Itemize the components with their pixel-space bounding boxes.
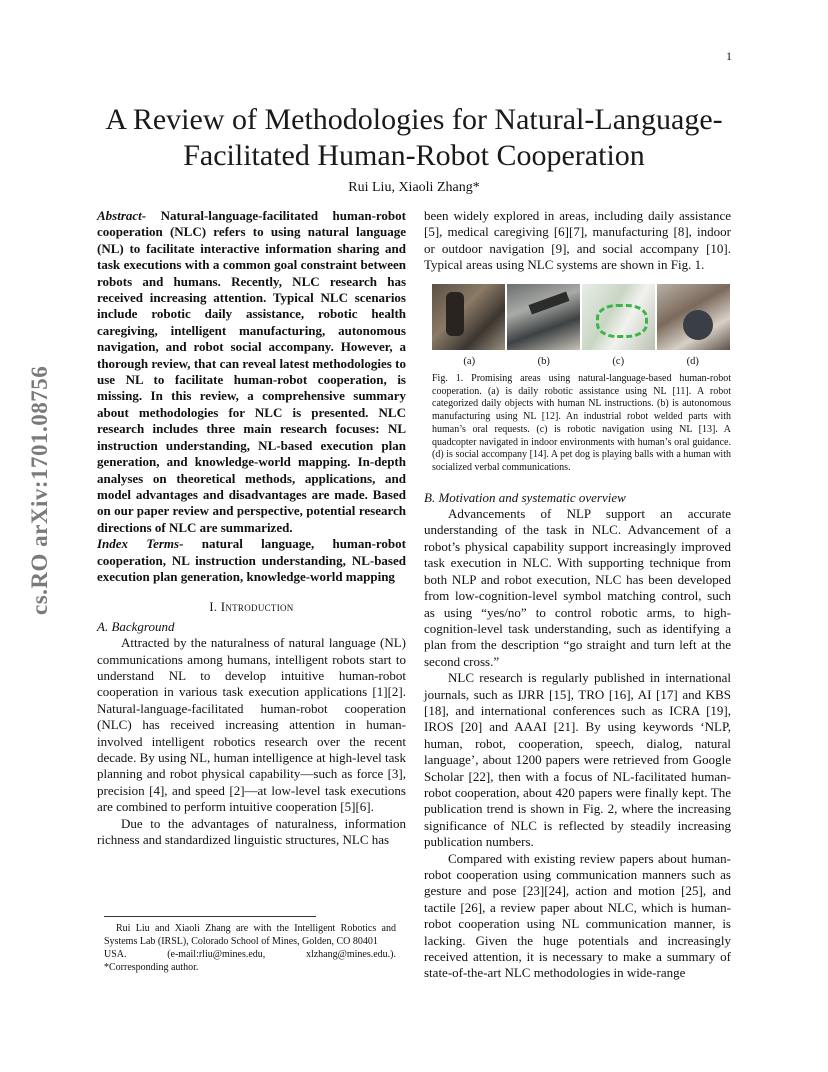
figure-label-b: (b) xyxy=(537,355,550,367)
footnote-email-2[interactable]: xlzhang@mines.edu.). xyxy=(305,949,396,960)
section-numeral: I. xyxy=(209,600,218,615)
figure-1-caption: Fig. 1. Promising areas using natural-language-based human-robot cooperation. (a) is daily robotic assistance using NL [11]. A robot categorized daily objects with human NL instructions. (b) is autonomous manufacturing using NL [12]. An industrial robot welded parts with human’s oral requests. (c) is robotic navigation using NL [13]. A quadcopter navigated in indoor environments with human’s oral guidance. (d) is social accompany [14]. A pet dog is playing balls with a human with socialized verbal communications. xyxy=(432,373,731,473)
section-heading-introduction xyxy=(97,599,406,615)
footnote-emails xyxy=(104,948,396,961)
footnote-country: USA. xyxy=(104,949,127,960)
index-terms-paragraph xyxy=(97,536,406,585)
figure-1-panel-labels xyxy=(432,354,730,370)
figure-label-a: (a) xyxy=(463,355,476,367)
author-footnote xyxy=(104,922,396,974)
intro-continuation-paragraph: been widely explored in areas, including daily assistance [5], medical caregiving [6][7], manufacturing [8], indoor or outdoor navigation [9], and social accompany [10]. Typical areas using NLC systems are shown in Fig. 1. xyxy=(424,208,731,273)
figure-1b-image xyxy=(507,284,580,350)
motivation-paragraph-2: NLC research is regularly published in international journals, such as IJRR [15], TRO [16], AI [17] and KBS [18], and international conferences such as ICRA [19], IROS [20] and AAAI [21]. By using keywords ‘NLP, human, robot, cooperation, speech, dialog, natural language’, about 1200 papers were retrieved from Google Scholar [22], then with a focus of NL-facilitated human-robot cooperation, about 420 papers were finally kept. The publication trend is shown in Fig. 2, where the increasing significance of NLC is reflected by steadily increasing publication numbers. xyxy=(424,670,731,850)
paper-authors: Rui Liu, Xiaoli Zhang* xyxy=(348,180,480,195)
page-number: 1 xyxy=(726,49,732,63)
footnote-divider xyxy=(104,916,316,917)
index-terms-text: natural language, human-robot cooperation, NL instruction understanding, NL-based execution plan generation, knowledge-world mapping xyxy=(97,536,406,584)
arxiv-identifier-stamp[interactable]: cs.RO arXiv:1701.08756 xyxy=(27,365,52,615)
footnote-email-1[interactable]: (e-mail:rliu@mines.edu, xyxy=(167,949,266,960)
background-paragraph-1: Attracted by the naturalness of natural language (NL) communications among humans, intelligent robots start to understand NL to develop intuitive human-robot cooperation in various task execution applications [1][2]. Natural-language-facilitated human-robot cooperation (NLC) has received increasing attention in human-involved intelligent robotics research over the recent decade. By using NL, human intelligence at high-level task planning and robot physical capability—such as force [3], precision [4], and speed [2]—at low-level task executions are combined to perform intuitive cooperation [5][6]. xyxy=(97,635,406,815)
left-column xyxy=(97,208,406,848)
subsection-heading-motivation: B. Motivation and systematic overview xyxy=(424,489,626,505)
footnote-corresponding: *Corresponding author. xyxy=(104,962,199,973)
abstract-paragraph xyxy=(97,208,406,536)
motivation-paragraph-3: Compared with existing review papers about human-robot cooperation using communication manners such as gesture and pose [23][24], action and motion [25], and tactile [26], a review paper about NLC, which is human-robot cooperation using NL communication manner, is lacking. Given the huge potentials and increasingly received attention, it is necessary to make a summary of state-of-the-art NLC methodologies in wide-range xyxy=(424,850,731,981)
background-paragraph-2: Due to the advantages of naturalness, information richness and standardized linguistic structures, NLC has xyxy=(97,815,406,848)
figure-1c-image xyxy=(582,284,655,350)
figure-1d-image xyxy=(657,284,730,350)
footnote-affiliation: Rui Liu and Xiaoli Zhang are with the Intelligent Robotics and Systems Lab (IRSL), Colorado School of Mines, Golden, CO 80401 xyxy=(104,923,396,947)
figure-1-images xyxy=(432,284,730,350)
subsection-heading-background: A. Background xyxy=(97,618,175,634)
paper-title: A Review of Methodologies for Natural-Language-Facilitated Human-Robot Cooperation xyxy=(105,103,723,172)
figure-1a-image xyxy=(432,284,505,350)
right-column xyxy=(424,208,731,982)
figure-label-d: (d) xyxy=(686,355,699,367)
abstract-label: Abstract- xyxy=(97,208,147,223)
section-title: Introduction xyxy=(220,599,294,615)
abstract-text: Natural-language-facilitated human-robot cooperation (NLC) refers to using natural language (NL) to facilitate interactive information sharing and task executions with a common goal constraint between robots and humans. Recently, NLC research has received increasing attention. Typical NLC scenarios include robotic daily assistance, robotic health caregiving, intelligent manufacturing, autonomous navigation, and robot social accompany. However, a thorough review, that can reveal latest methodologies to use NL to facilitate human-robot cooperation, is missing. In this review, a comprehensive summary about methodologies for NLC is presented. NLC research includes three main research focuses: NL instruction understanding, NL-based execution plan generation, and knowledge-world mapping. In-depth analyses on theoretical methods, applications, and model advantages and disadvantages are made. Based on our paper review and perspective, potential research directions of NLC are summarized. xyxy=(97,208,406,535)
figure-label-c: (c) xyxy=(612,355,625,367)
index-terms-label: Index Terms- xyxy=(97,536,184,552)
motivation-paragraph-1: Advancements of NLP support an accurate understanding of the task in NLC. Advancement of a robot’s physical capability support increasingly improved task execution in NLC. With supporting technique from both NLP and robot execution, NLC has been developed from low-cognition-level symbol matching control, such as using “yes/no” to control robotic arms, to high-cognition-level task understanding, such as identifying a plan from the description “go straight and turn left at the second cross.” xyxy=(424,506,731,669)
